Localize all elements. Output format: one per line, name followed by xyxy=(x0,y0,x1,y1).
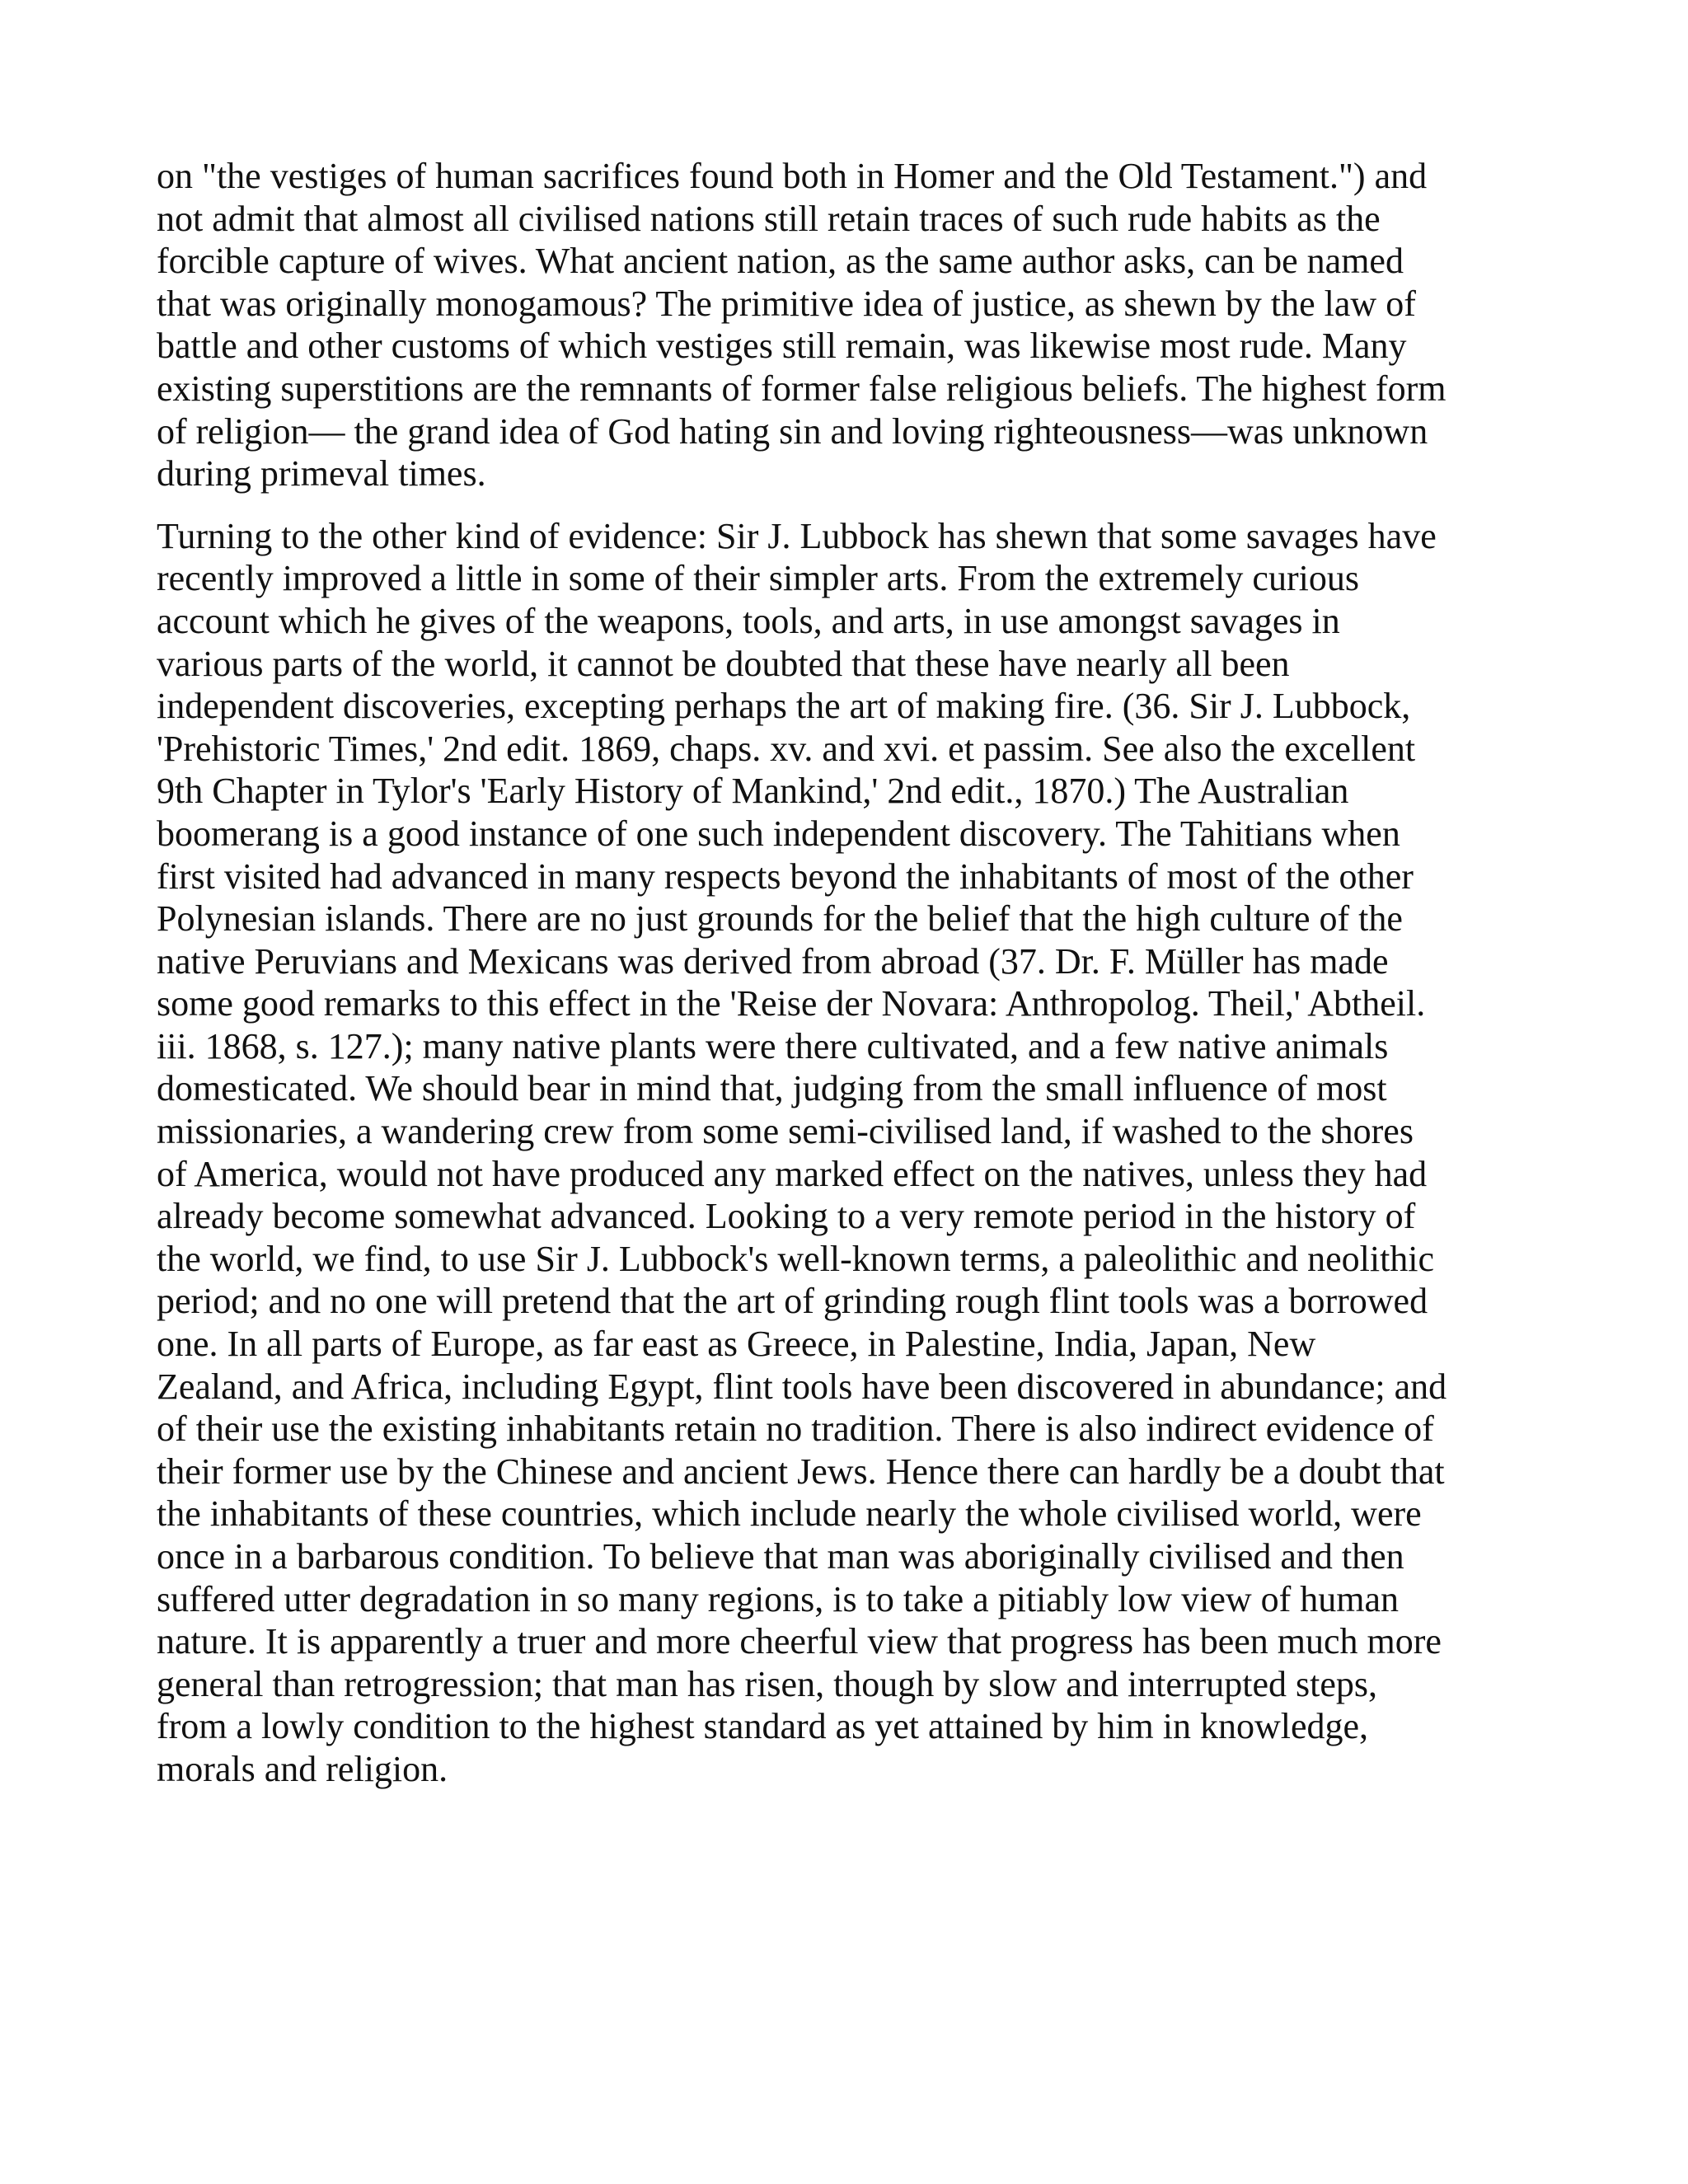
paragraph-2: Turning to the other kind of evidence: Sir J. Lubbock has shewn that some savages have recently improved a little in some of their simpler arts. From the extremely curious account which he gives of the weapons, tools, and arts, in use amongst savages in various parts of the world, it cannot be doubted that these have nearly all been independent discoveries, excepting perhaps the art of making fire. (36. Sir J. Lubbock, 'Prehistoric Times,' 2nd edit. 1869, chaps. xv. and xvi. et passim. See also the excellent 9th Chapter in Tylor's 'Early History of Mankind,' 2nd edit., 1870.) The Australian boomerang is a good instance of one such independent discovery. The Tahitians when first visited had advanced in many respects beyond the inhabitants of most of the other Polynesian islands. There are no just grounds for the belief that the high culture of the native Peruvians and Mexicans was derived from abroad (37. Dr. F. Müller has made some good remarks to this effect in the 'Reise der Novara: Anthropolog. Theil,' Abtheil. iii. 1868, s. 127.); many native plants were there cultivated, and a few native animals domesticated. We should bear in mind that, judging from the small influence of most missionaries, a wandering crew from some semi-civilised land, if washed to the shores of America, would not have produced any marked effect on the natives, unless they had already become somewhat advanced. Looking to a very remote period in the history of the world, we find, to use Sir J. Lubbock's well-known terms, a paleolithic and neolithic period; and no one will pretend that the art of grinding rough flint tools was a borrowed one. In all parts of Europe, as far east as Greece, in Palestine, India, Japan, New Zealand, and Africa, including Egypt, flint tools have been discovered in abundance; and of their use the existing inhabitants retain no tradition. There is also indirect evidence of their former use by the Chinese and ancient Jews. Hence there can hardly be a doubt that the inhabitants of these countries, which include nearly the whole civilised world, were once in a barbarous condition. To believe that man was aboriginally civilised and then suffered utter degradation in so many regions, is to take a pitiably low view of human nature. It is apparently a truer and more cheerful view that progress has been much more general than retrogression; that man has risen, though by slow and interrupted steps, from a lowly condition to the highest standard as yet attained by him in knowledge, morals and religion. xyxy=(157,515,1447,1789)
paragraph-1: on "the vestiges of human sacrifices found both in Homer and the Old Testament.") and not admit that almost all civilised nations still retain traces of such rude habits as the forcible capture of wives. What ancient nation, as the same author asks, can be named that was originally monogamous? The primitive idea of justice, as shewn by the law of battle and other customs of which vestiges still remain, was likewise most rude. Many existing superstitions are the remnants of former false religious beliefs. The highest form of religion— the grand idea of God hating sin and loving righteousness—was unknown during primeval times. xyxy=(157,156,1447,494)
document-page xyxy=(157,155,1541,1811)
